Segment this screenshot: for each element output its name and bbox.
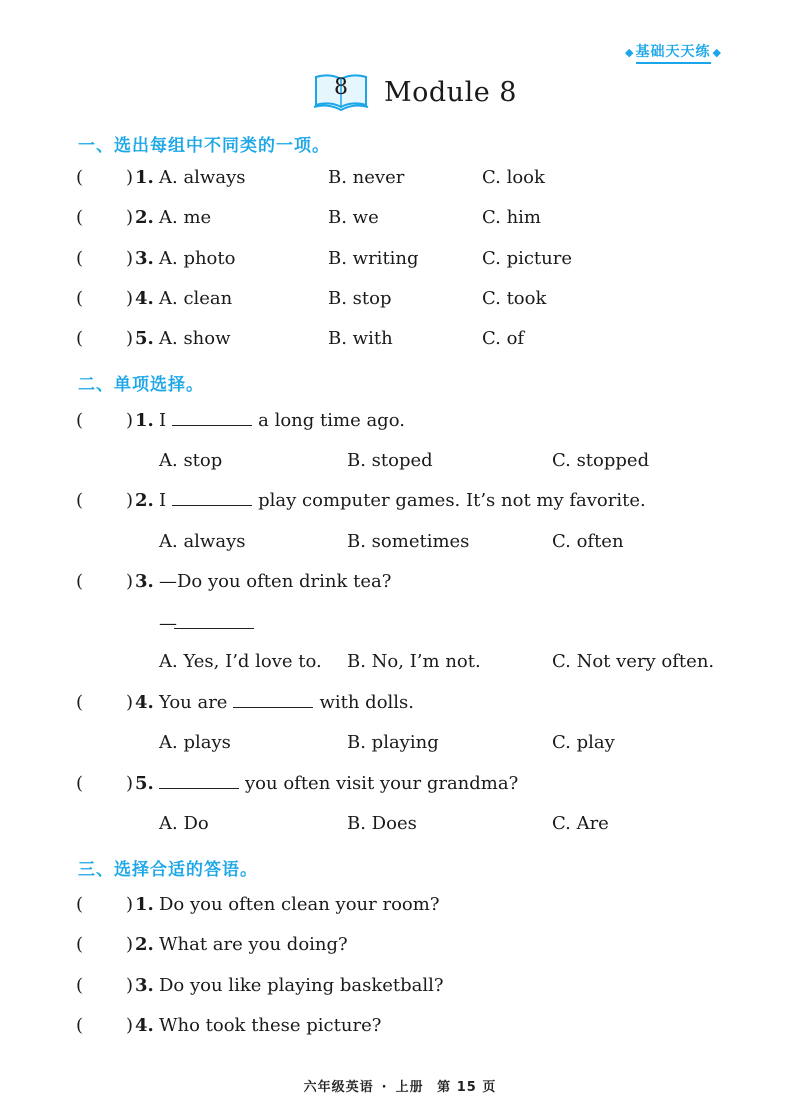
- option-c: C. took: [482, 288, 547, 309]
- section3-title: 三、选择合适的答语。: [78, 860, 258, 880]
- section2-options: [0, 651, 800, 679]
- answer-paren-open[interactable]: (: [76, 207, 84, 228]
- answer-dash: —: [159, 613, 177, 634]
- section2-question: [0, 490, 800, 518]
- section2-options: [0, 450, 800, 478]
- section2-question: [0, 692, 800, 720]
- section3-item: [0, 975, 800, 1003]
- module-heading: [312, 70, 517, 114]
- answer-paren-close: ): [126, 328, 134, 349]
- option-b: B. playing: [347, 732, 439, 753]
- question-number: 1.: [135, 894, 154, 915]
- question-number: 3.: [135, 248, 154, 269]
- option-b: B. Does: [347, 813, 417, 834]
- answer-paren-open[interactable]: (: [76, 167, 84, 188]
- answer-paren-open[interactable]: (: [76, 934, 84, 955]
- answer-paren-close: ): [126, 288, 134, 309]
- question-number: 5.: [135, 773, 154, 794]
- section1-item: [0, 248, 800, 276]
- page-number: 第 15 页: [437, 1080, 497, 1095]
- question-text: Do you like playing basketball?: [159, 975, 444, 996]
- option-c: C. Are: [552, 813, 609, 834]
- stem-after: you often visit your grandma?: [245, 773, 519, 794]
- option-c: C. him: [482, 207, 541, 228]
- option-a: A. photo: [159, 248, 236, 269]
- answer-paren-open[interactable]: (: [76, 894, 84, 915]
- answer-paren-close: ): [126, 167, 134, 188]
- corner-label: [617, 40, 729, 64]
- option-b: B. stoped: [347, 450, 433, 471]
- answer-paren-close: ): [126, 975, 134, 996]
- answer-paren-open[interactable]: (: [76, 1015, 84, 1036]
- option-b: B. writing: [328, 248, 419, 269]
- option-b: B. with: [328, 328, 393, 349]
- section2-options: [0, 813, 800, 841]
- answer-paren-open[interactable]: (: [76, 692, 84, 713]
- answer-paren-close: ): [126, 490, 134, 511]
- module-title: Module 8: [384, 76, 517, 108]
- answer-paren-open[interactable]: (: [76, 571, 84, 592]
- question-number: 4.: [135, 692, 154, 713]
- option-b: B. stop: [328, 288, 392, 309]
- option-b: B. we: [328, 207, 379, 228]
- answer-paren-open[interactable]: (: [76, 288, 84, 309]
- option-b: B. never: [328, 167, 405, 188]
- option-c: C. picture: [482, 248, 573, 269]
- answer-paren-close: ): [126, 692, 134, 713]
- answer-paren-close: ): [126, 571, 134, 592]
- page-footer: [0, 1076, 800, 1095]
- section2-question: [0, 571, 800, 599]
- corner-label-text: 基础天天练: [636, 41, 711, 64]
- question-stem: [159, 692, 414, 713]
- stem-after: with dolls.: [319, 692, 415, 713]
- option-c: C. play: [552, 732, 615, 753]
- question-number: 2.: [135, 207, 154, 228]
- section1-title: 一、选出每组中不同类的一项。: [78, 136, 330, 156]
- question-number: 1.: [135, 167, 154, 188]
- answer-paren-close: ): [126, 248, 134, 269]
- section1-item: [0, 288, 800, 316]
- question-number: 3.: [135, 975, 154, 996]
- answer-paren-close: ): [126, 894, 134, 915]
- module-number: 8: [334, 75, 348, 100]
- stem-before: You are: [159, 692, 228, 713]
- answer-paren-close: ): [126, 207, 134, 228]
- option-c: C. stopped: [552, 450, 650, 471]
- answer-line-row: [0, 613, 800, 641]
- stem-before: I: [159, 490, 167, 511]
- option-b: B. sometimes: [347, 531, 470, 552]
- section2-options: [0, 732, 800, 760]
- question-text: What are you doing?: [159, 934, 348, 955]
- question-number: 2.: [135, 490, 154, 511]
- answer-paren-open[interactable]: (: [76, 773, 84, 794]
- option-c: C. look: [482, 167, 545, 188]
- section3-item: [0, 1015, 800, 1043]
- question-number: 3.: [135, 571, 154, 592]
- question-number: 1.: [135, 410, 154, 431]
- question-stem: [159, 773, 518, 794]
- option-b: B. No, I’m not.: [347, 651, 481, 672]
- diamond-icon: ◆: [712, 45, 721, 59]
- stem-after: play computer games. It’s not my favorite.: [258, 490, 646, 511]
- option-a: A. always: [159, 531, 246, 552]
- fill-blank[interactable]: [159, 774, 239, 789]
- question-stem: [159, 410, 405, 431]
- answer-paren-close: ): [126, 410, 134, 431]
- footer-dot: ·: [381, 1080, 388, 1095]
- option-a: A. Yes, I’d love to.: [159, 651, 322, 672]
- question-text: Do you often clean your room?: [159, 894, 440, 915]
- question-text: Who took these picture?: [159, 1015, 382, 1036]
- section1-item: [0, 167, 800, 195]
- answer-paren-open[interactable]: (: [76, 248, 84, 269]
- diamond-icon: ◆: [625, 45, 634, 59]
- open-book-icon: [312, 71, 370, 113]
- option-c: C. Not very often.: [552, 651, 715, 672]
- answer-paren-open[interactable]: (: [76, 410, 84, 431]
- question-stem: —Do you often drink tea?: [159, 571, 392, 592]
- footer-book: 六年级英语: [303, 1080, 374, 1095]
- section2-question: [0, 410, 800, 438]
- option-c: C. of: [482, 328, 525, 349]
- section2-options: [0, 531, 800, 559]
- option-a: A. stop: [159, 450, 223, 471]
- stem-before: I: [159, 410, 167, 431]
- answer-paren-close: ): [126, 1015, 134, 1036]
- fill-blank[interactable]: [172, 491, 252, 506]
- answer-paren-close: ): [126, 934, 134, 955]
- answer-paren-open[interactable]: (: [76, 328, 84, 349]
- option-a: A. plays: [159, 732, 231, 753]
- question-number: 5.: [135, 328, 154, 349]
- question-number: 2.: [135, 934, 154, 955]
- answer-line[interactable]: [174, 613, 254, 634]
- footer-volume: 上册: [395, 1080, 424, 1095]
- section2-title: 二、单项选择。: [78, 375, 204, 395]
- section1-item: [0, 328, 800, 356]
- question-stem: [159, 490, 646, 511]
- option-a: A. Do: [159, 813, 209, 834]
- question-number: 4.: [135, 288, 154, 309]
- section3-item: [0, 894, 800, 922]
- question-number: 4.: [135, 1015, 154, 1036]
- answer-paren-open[interactable]: (: [76, 490, 84, 511]
- answer-paren-close: ): [126, 773, 134, 794]
- fill-blank[interactable]: [233, 693, 313, 708]
- option-a: A. me: [159, 207, 212, 228]
- section2-question: [0, 773, 800, 801]
- section3-item: [0, 934, 800, 962]
- stem-after: a long time ago.: [258, 410, 405, 431]
- option-a: A. always: [159, 167, 246, 188]
- option-c: C. often: [552, 531, 624, 552]
- fill-blank[interactable]: [172, 411, 252, 426]
- answer-paren-open[interactable]: (: [76, 975, 84, 996]
- option-a: A. show: [159, 328, 231, 349]
- section1-item: [0, 207, 800, 235]
- option-a: A. clean: [159, 288, 233, 309]
